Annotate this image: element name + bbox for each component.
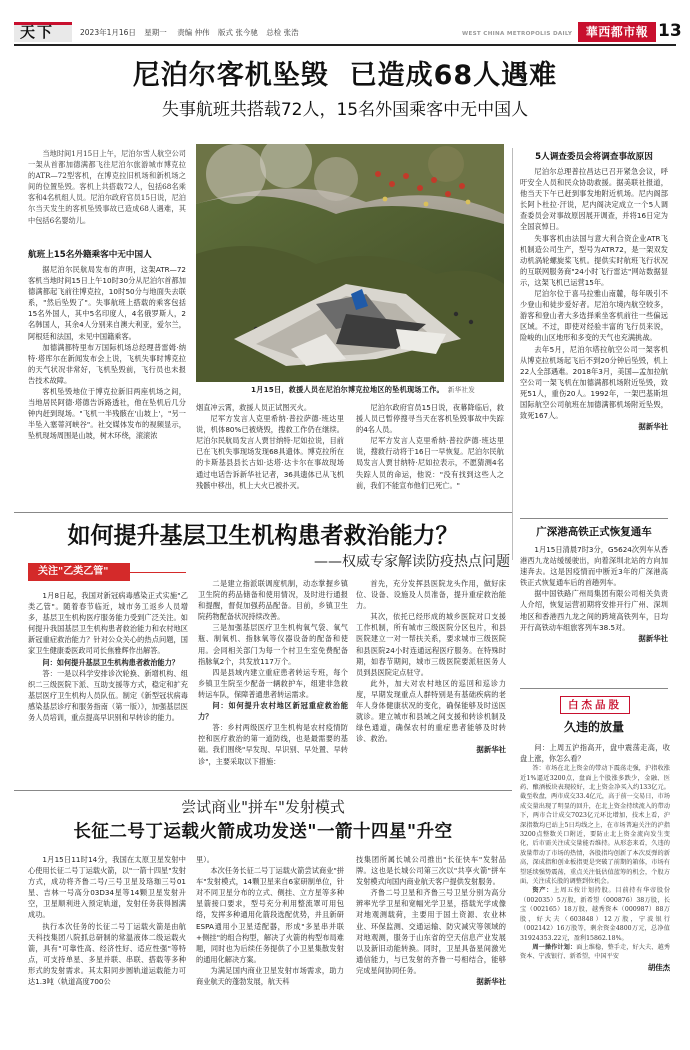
designer: 版式 张今驰 — [217, 28, 258, 37]
paper-logo: 華西都市報 — [578, 22, 656, 42]
rail-body — [520, 544, 668, 644]
health-answer: 答：一是以科学安排诊次轮换、新增机构、组织二三级医院下派、互助支援等方式，稳定和扩充基层医疗卫生机构人员队伍。制定《新型冠状病毒感染基层诊疗和服务指南（第一版）》，加强基层医务人员培训，重点提高早识别和早转诊的能力。 — [28, 668, 188, 723]
nepal-col-1 — [28, 246, 186, 442]
health-subhead: ——权威专家解读防疫热点问题 — [314, 554, 510, 570]
photo-caption-text: 1月15日，救援人员在尼泊尔博克拉地区的坠机现场工作。 — [251, 385, 444, 394]
nepal-paragraph: 尼泊尔总理普拉昌达已召开紧急会议，呼吁安全人员和民众协助救援。据美联社报道，他当天下午已赶到事发地附近机场。尼内阁部长阿卜杜拉·汗说，尼内阁决定成立一个5人调查委员会对事故原因展开调查，并将16日定为全国哀悼日。 — [520, 167, 668, 232]
rail-paragraph: 1月15日清晨7时3分，G5624次列车从香港西九龙站缓缓驶出，向着深圳北站的方向加速奔去。这是因疫情而中断近3年的广深港高铁正式恢复通车后的首趟列车。 — [520, 545, 668, 588]
column-divider — [512, 148, 513, 560]
sidebar-rule — [520, 518, 668, 519]
nepal-subtitle-1: 航班上15名外籍乘客中无中国人 — [28, 250, 152, 260]
nepal-col-3 — [356, 402, 504, 491]
crash-site-image — [196, 144, 504, 382]
photo-caption — [196, 383, 504, 397]
nepal-paragraph: 尼军方发言人克里希纳·普拉萨德·班达里说，搜救行动将于16日一早恢复。尼泊尔民航局发言人贾甘纳特·尼如拉表示，不愿猜测4名失踪人员的命运，他说："没有找到这些人之前，我们不能宣布他们已死亡。" — [356, 436, 504, 490]
nepal-paragraph: 尼泊尔位于喜马拉雅山南麓，每年吸引不少登山和徒步爱好者。尼泊尔境内航空较多，游客和登山者大多选择乘坐客机前往一些偏远区域。不过，即使对经验丰富的飞行员来说，险峻的山区地形和多变的天气也充满挑战。 — [520, 289, 668, 343]
proofreader: 总检 张浩 — [266, 28, 299, 37]
rocket-col-3 — [356, 854, 506, 987]
nepal-headline: 尼泊尔客机坠毁 已造成68人遇难 — [132, 60, 558, 91]
editor: 责编 仲伟 — [177, 28, 210, 37]
kicker-line — [130, 572, 186, 573]
nepal-col-4 — [520, 148, 668, 432]
health-col-3 — [356, 578, 506, 755]
issue-date: 2023年1月16日 — [80, 28, 136, 37]
rocket-col-1 — [28, 854, 186, 987]
health-paragraph: 其次，依托已经形成的城乡医院对口支援工作机制，所有城市三级医院分区包片，和县医院建立一对一帮扶关系，要求城市三级医院和县医院24小时连通远程医疗服务。在特殊时期，如春节期间，城市三级医院要派驻医务人员到县医院定点驻守。 — [356, 612, 506, 677]
rocket-paragraph: 执行本次任务的长征二号丁运载火箭是由航天科技集团八院抓总研制的常温液体二级运载火箭，具有"可靠性高、经济性好、适应性强"等特点，可支持单星、多星并联、串联、搭载等多种形式的发射需求。其太阳同步圆轨道运载能力可达1.3吨（轨道高度700公 — [28, 921, 186, 987]
health-paragraph: 此外，加大对农村地区的巡回和巡诊力度，早期发现重点人群特别是有基础疾病的老年人身体健康状况的变化，确保能够及时送医就诊。建立城市和县域之间支援和转诊机制及绿色通道，确保农村的重症患者能够及时转诊、救治。 — [356, 678, 506, 744]
column-author: 胡佳杰 — [647, 962, 670, 972]
column-positions — [520, 886, 670, 942]
banner-english: WEST CHINA METROPOLIS DAILY — [462, 31, 573, 37]
nepal-source: 据新华社 — [638, 422, 668, 432]
nepal-paragraph: 客机坠毁地位于博克拉新旧两座机场之间，当地居民阿德·塔德告诉路透社，他在坠机后几分钟内赶到现场。"飞机一半残骸在'山坡上'，"另一半坠入塞蒂河峡谷"。社交媒体发布的视频显示，坠机现场周围是山坡，树木环绕，滚滚浓 — [28, 387, 186, 441]
rocket-paragraph: 本次任务长征二号丁运载火箭尝试商业"拼车"发射模式，14颗卫星来自6家研制单位，针对不同卫星分布的立式、侧挂、立方星等多种星箭接口要求，型号充分利用整流罩可用包络，发挥多种通用化箭段选配优势，并且新研ESPA通用小卫星适配器，形成"多星串并联+侧挂"的组合构型，解决了火箭的构型布局难题，同时也为后续任务提供了小卫星集散发射的通用化解决方案。 — [196, 866, 344, 964]
health-col-1 — [28, 590, 188, 723]
health-answer: 答：乡村两级医疗卫生机构是农村疫情防控和医疗救治的第一道防线，也是最需要的基础。我们围绕"早发现、早识别、早处置、早转诊"，主要采取以下措施： — [198, 723, 348, 766]
column-plan — [520, 943, 670, 962]
rocket-source: 据新华社 — [476, 977, 506, 987]
column-plan-label: 周一操作计划： — [532, 943, 577, 951]
health-question: 问：如何提升基层卫生机构患者救治能力？ — [42, 657, 179, 667]
column-positions-label: 资产： — [532, 887, 554, 895]
health-headline: 如何提升基层卫生机构患者救治能力？ — [67, 523, 459, 549]
nepal-paragraph: 失事客机由法国与意大利合资企业ATR飞机制造公司生产，型号为ATR72，是一架双发动机涡轮螺旋桨飞机。提供实时航班飞行状况的互联网服务商"24小时飞行雷达"网站数据显示，这架飞机已运营15年。 — [520, 233, 668, 287]
photo-credit: 新华社发 — [447, 386, 476, 394]
rocket-paragraph: 1月15日11时14分，我国在太原卫星发射中心使用长征二号丁运载火箭，以"一箭十四星"发射方式，成功将齐鲁二号/三号卫星及珞珈三号01星、吉林一号高分03D34星等14颗卫星发射升空，卫星顺利进入预定轨道，发射任务获得圆满成功。 — [28, 855, 186, 920]
health-col-2 — [198, 578, 348, 767]
health-paragraph: 四是县域内建立重症患者转运专班，每个乡镇卫生院至少配备一辆救护车，组建非急救转运车队，保障普通患者转运需求。 — [198, 667, 348, 699]
masthead-meta — [80, 27, 299, 38]
nepal-lead-text: 当地时间1月15日上午，尼泊尔雪人航空公司一架从首都加德满都飞往尼泊尔旅游城市博克拉的ATR—72型客机，在博克拉旧机场和新机场之间的位置坠毁。客机上共搭载72人，包括68名乘客和4名机组人员。尼泊尔政府官员15日说，尼泊尔当天发生的客机坠毁事故已造成68人遇难，其中包括6名婴幼儿。 — [28, 149, 186, 225]
rocket-kicker: 尝试商业"拼车"发射模式 — [181, 798, 345, 816]
kicker-text: 关注"乙类乙管" — [38, 566, 109, 577]
rail-paragraph: 据中国铁路广州局集团有限公司相关负责人介绍，恢复运营初期将安排开行广州、深圳地区和香港西九龙之间的跨境高铁列车，日均开行高铁动车组旅客列车38.5对。 — [520, 589, 668, 632]
rocket-paragraph: 技集团所属长城公司推出"长征快车"发射品牌。这也是长城公司第三次以"共享火箭"拼车发射模式向国内商业航天客户提供发射服务。 — [356, 855, 506, 887]
rocket-paragraph: 里）。 — [196, 855, 214, 864]
rocket-col-2 — [196, 854, 344, 987]
sidebar-rule — [520, 688, 668, 689]
health-paragraph: 二是建立指派联调度机制，动态掌握乡镇卫生院的药品储备和使用情况，及时进行通报和提醒，督促加强药品配备。目前，乡镇卫生院药物配备状况持续改善。 — [198, 579, 348, 622]
rocket-headline: 长征二号丁运载火箭成功发送"一箭十四星"升空 — [73, 822, 453, 842]
nepal-paragraph: 尼军方发言人克里希纳·普拉萨德·班达里说，机体80%已被烧毁，搜救工作仍在继续。尼泊尔民航局发言人贾甘纳特·尼如拉说，目前已在飞机失事现场发现68具遗体。博克拉所在的卡斯基县县长古如·达塔·达卡尔在事故现场通过电话告诉新华社记者，36具遗体已从飞机残骸中移出，机上大火已被扑灭。 — [196, 414, 344, 490]
column-plan-text: 面上维稳，整手走，好大夫、越秀资本、宁波银行、新希望，中国平安 — [520, 943, 671, 961]
section-name: 天下 — [20, 23, 55, 41]
column-body — [520, 742, 670, 973]
nepal-paragraph: 烟直冲云霄，救援人员正试图灭火。 — [196, 403, 312, 412]
section-rule — [14, 512, 512, 513]
nepal-paragraph: 尼泊尔政府官员15日说，夜幕降临后，救援人员已暂停搜寻当天在客机坠毁事故中失踪的4名人员。 — [356, 403, 504, 435]
health-kicker — [28, 563, 186, 581]
section-rule — [14, 790, 512, 791]
nepal-paragraph: 去年5月，尼泊尔塔拉航空公司一架客机从博克拉机场起飞后不到20分钟后坠毁，机上22人全部遇难。2018年3月，美国—孟加拉航空公司一架飞机在加德满都机场附近坠毁，致死51人，重伤20人。1992年，一架巴基斯坦国际航空公司航班在加德满都机场附近坠毁，致死167人。 — [520, 344, 668, 421]
column-title: 久违的放量 — [563, 720, 624, 734]
masthead — [0, 0, 690, 42]
nepal-lead — [28, 148, 186, 226]
health-source: 据新华社 — [476, 745, 506, 755]
health-paragraph: 首先，充分发挥县医院龙头作用，做好床位、设备、设施及人员准备，提升重症救治能力。 — [356, 579, 506, 611]
nepal-paragraph: 据尼泊尔民航局发布的声明，这架ATR—72客机当地时间15日上午10时30分从尼泊尔首都加德满都起飞前往博克拉，10时50分与地面失去联系，"然后坠毁了"。失事航班上搭载的乘客包括15名外国人，其中5名印度人，4名俄罗斯人，2名韩国人，其余4人分别来自澳大利亚，爱尔兰，阿根廷和法国，未见中国籍乘客。 — [28, 265, 186, 341]
rocket-paragraph: 齐鲁二号卫星和齐鲁三号卫星分别为高分辨率光学卫星和宽幅光学卫星，搭载光学成像对地观测载荷，主要用于国土资源、农业林业、环保监测、交通运输、防灾减灾等领域的对地观测，服务于山东省的空天信息产业发展以及新旧动能转换。同时，卫星具备星间激光通信能力，与已发射的齐鲁一号相结合，能够完成星间协同任务。 — [356, 888, 506, 975]
nepal-subtitle-2: 5人调查委员会将调查事故原因 — [535, 152, 653, 162]
column-answer: 答：市场在北上资金的带动下震荡走强，沪指收涨近1%逼近3200点，盘面上个股涨多跌少，金融、医药、酿酒板块表现较好，北上资金净买入约133亿元。截至收盘，两市成交33.4亿元，高于前一交易日，市场成交量出现了明显的回升，在北上资金持续流入的带动下，两市合计成交7023亿元环比增加，技术上看，沪深指数均已站上5日均线之上，在市场普遍关注的沪指3200点整数关口附近，要防止北上资金流向发生变化，后市需关注成交量能否维持。从形态来看，久违的放量带动了市场的热情，各股指均创新了本次反弹的新高，深成指和创业板指更是突破了前期的箱体，市场有望延续强势震荡，重点关注低估值蓝筹的机会，个股方面，关注成长股的调整到位机会。 — [520, 765, 670, 886]
health-paragraph: 1月8日起，我国对新冠病毒感染正式实施"乙类乙管"。随着春节临近，城市务工返乡人员增多，基层卫生机构医疗服务能力受到广泛关注。如何提升我国基层卫生机构患者救治能力和农村地区新冠重症救治能力？针对公众关心的热点问题，国家卫生健康委医政司司长焦雅辉作出解答。 — [28, 591, 188, 656]
rail-source: 据新华社 — [638, 633, 668, 643]
nepal-paragraph: 加德满都特里布万国际机场总经理普雷姆·纳特·塔库尔在新闻发布会上说，飞机失事时博克拉的天气状况非常好，飞机坠毁前，飞行员也未报告技术故障。 — [28, 342, 186, 385]
masthead-rule — [14, 44, 676, 46]
health-paragraph: 三是加强基层医疗卫生机构氧气袋、氧气瓶、制氧机、指脉氧等仪器设备的配备和使用。会同相关部门为每一个村卫生室免费配备指脉氧2个，共发放117万个。 — [198, 623, 348, 666]
page-number: 13 — [658, 21, 682, 41]
column-label: 白杰品股 — [568, 699, 622, 711]
rail-title: 广深港高铁正式恢复通车 — [536, 526, 652, 538]
column-question: 问：上周五沪指高开，盘中震荡走高，收盘上涨，你怎么看？ — [520, 743, 670, 764]
health-question: 问：如何提升农村地区新冠重症救治能力？ — [198, 701, 348, 722]
column-positions-text: 上周五按计划持股。目前持有华帝股份（002035）5万股，新希望（000876）38万股，长宝（002165）18万股，越秀资本（000987）88万股，好大夫（603848）12万股，宁波银行（002142）16万股等，剩余资金4800万元，总净值31924353.22元，盈利15862.18%。 — [520, 887, 671, 942]
nepal-subhead: 失事航班共搭载72人，15名外国乘客中无中国人 — [161, 100, 529, 120]
issue-weekday: 星期一 — [144, 28, 167, 37]
crash-site-photo — [196, 144, 504, 382]
nepal-col-2 — [196, 402, 344, 491]
rocket-paragraph: 为满足国内商业卫星发射市场需求，助力商业航天的蓬勃发展，航天科 — [196, 965, 344, 987]
